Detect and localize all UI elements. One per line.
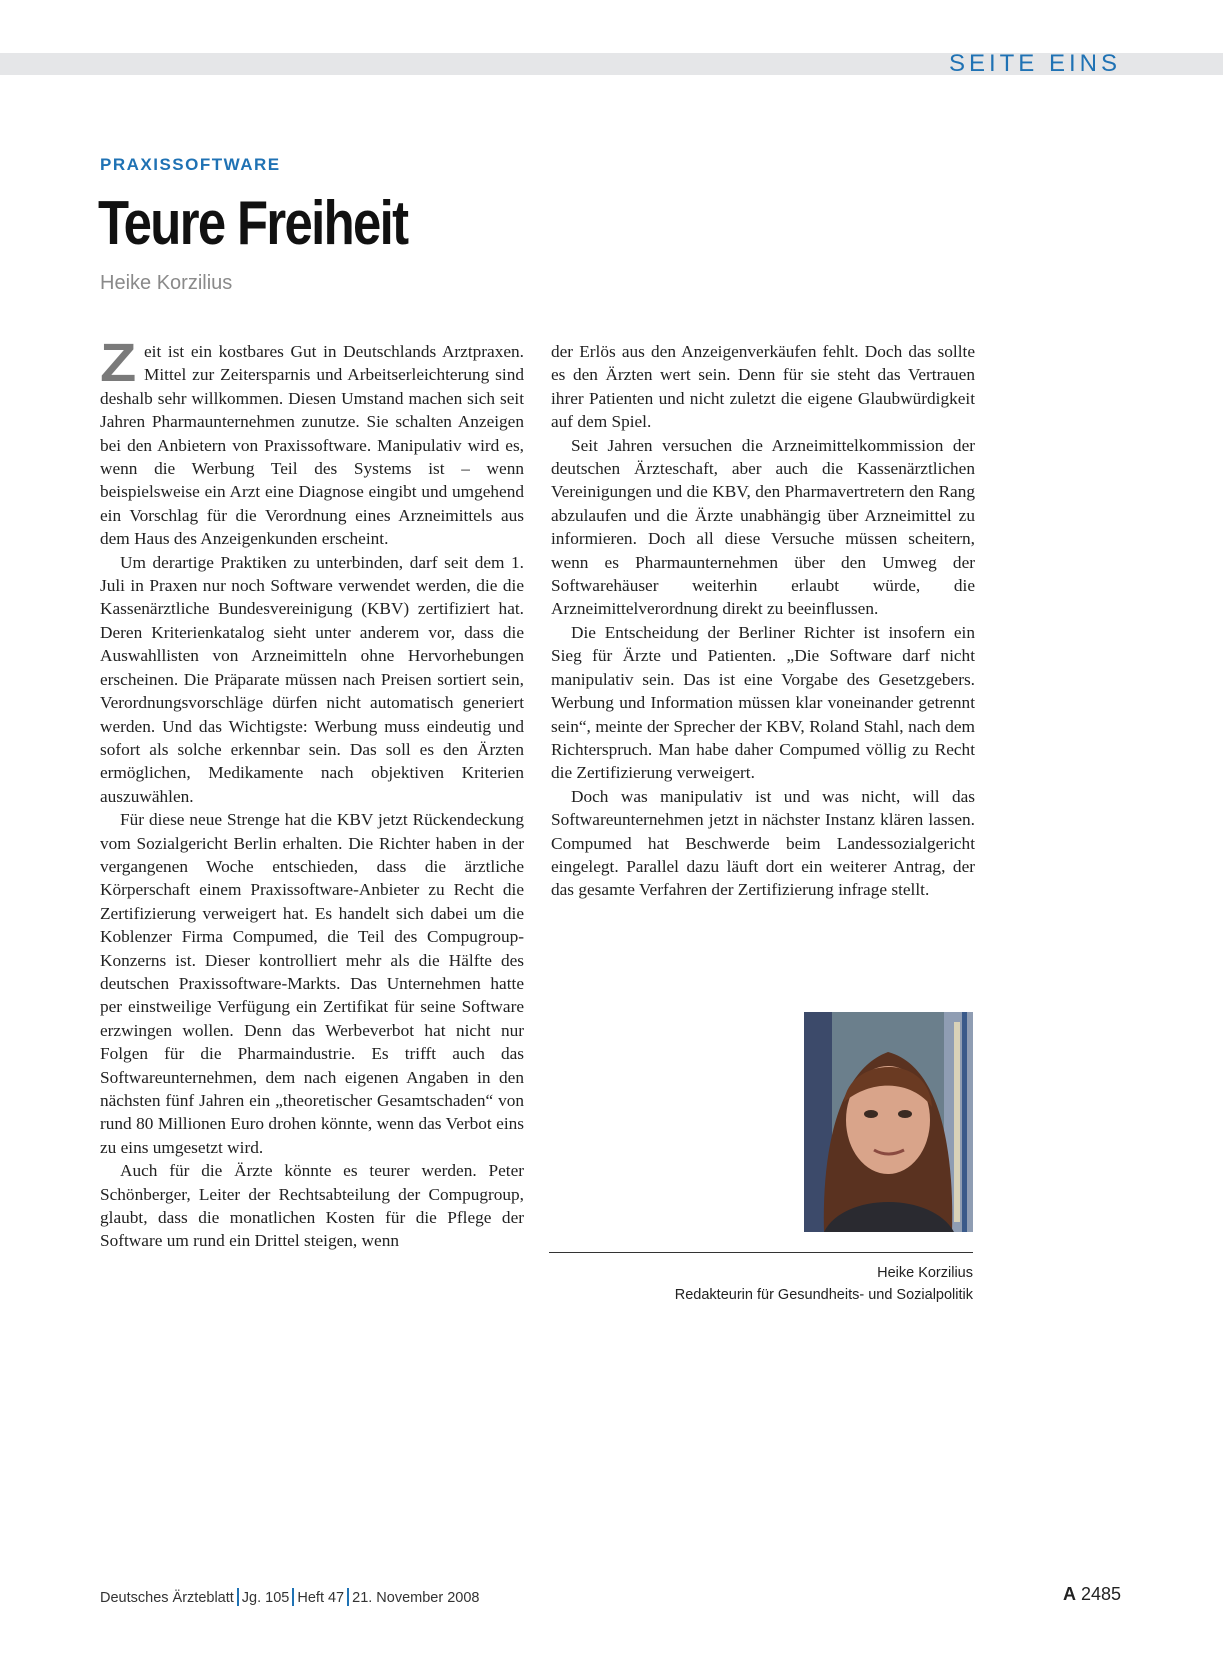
author-photo — [804, 1012, 973, 1232]
paragraph: Seit Jahren versuchen die Arzneimittelkommission der deutschen Ärzteschaft, aber auch die Kassenärztlichen Vereinigungen und die KBV, den Pharmavertretern den Rang abzulaufen und die Ärzte unabhängig über Arzneimittel zu informieren. Doch all diese Versuche müssen scheitern, wenn es Pharmaunternehmen über den Umweg der Softwarehäuser weiterhin erlaubt würde, die Arzneimittelverordnung direkt zu beeinflussen. — [551, 435, 975, 619]
issue: Heft 47 — [297, 1590, 345, 1606]
separator — [292, 1588, 294, 1606]
drop-cap: Z — [100, 333, 137, 393]
paragraph: Um derartige Praktiken zu unterbinden, darf seit dem 1. Juli in Praxen nur noch Software verwendet werden, die die Kassenärztliche Bundesvereinigung (KBV) zertifiziert hat. Deren Kriterienkatalog sieht unter anderem vor, dass die Auswahllisten von Arzneimitteln ohne Hervorhebungen erscheinen. Die Präparate müssen nach Preisen sortiert sein, Verordnungsvorschläge dürfen nicht automatisch generiert werden. Und das Wichtigste: Werbung muss eindeutig und sofort als solche erkennbar sein. Das soll es den Ärzten ermöglichen, Medikamente nach objektiven Kriterien auszuwählen. — [100, 552, 524, 806]
paragraph: Auch für die Ärzte könnte es teurer werden. Peter Schönberger, Leiter der Rechtsabteilung der Compugroup, glaubt, dass die monatlichen Kosten für die Pflege der Software um rund ein Drittel steigen, wenn — [100, 1161, 524, 1251]
separator — [347, 1588, 349, 1606]
article-column-right — [551, 340, 975, 902]
caption-role: Redakteurin für Gesundheits- und Sozialpolitik — [674, 1287, 973, 1303]
volume: Jg. 105 — [241, 1590, 290, 1606]
page-number-value: 2485 — [1080, 1584, 1121, 1604]
paragraph: Die Entscheidung der Berliner Richter ist insofern ein Sieg für Ärzte und Patienten. „Die Software darf nicht manipulativ sein. Das ist eine Vorgabe des Gesetzgebers. Werbung und Information müssen klar voneinander getrennt sein“, meinte der Sprecher der KBV, Roland Stahl, nach dem Richterspruch. Man habe daher Compumed völlig zu Recht die Zertifizierung verweigert. — [551, 622, 975, 783]
article-kicker: PRAXISSOFTWARE — [100, 155, 281, 174]
caption-name: Heike Korzilius — [877, 1265, 973, 1281]
page-prefix: A — [1062, 1584, 1076, 1604]
page-number — [1063, 1584, 1121, 1605]
article-title: Teure Freiheit — [98, 189, 408, 258]
paragraph: Doch was manipulativ ist und was nicht, will das Softwareunternehmen jetzt in nächster Instanz klären lassen. Compumed hat Beschwerde beim Landessozialgericht eingelegt. Parallel dazu läuft dort ein weiterer Antrag, der das gesamte Verfahren der Zertifizierung infrage stellt. — [551, 786, 975, 900]
photo-caption — [675, 1262, 973, 1306]
paragraph — [100, 333, 524, 551]
article-author: Heike Korzilius — [100, 272, 233, 294]
journal-name: Deutsches Ärzteblatt — [100, 1590, 234, 1606]
article-column-left — [100, 333, 524, 1253]
paragraph: der Erlös aus den Anzeigenverkäufen fehlt. Doch das sollte es den Ärzten wert sein. Denn für sie steht das Vertrauen ihrer Patienten und nicht zuletzt die eigene Glaubwürdigkeit auf dem Spiel. — [551, 342, 975, 432]
paragraph: Für diese neue Strenge hat die KBV jetzt Rückendeckung vom Sozialgericht Berlin erhalten. Die Richter haben in der vergangenen Woche entschieden, dass die ärztliche Körperschaft einem Praxissoftware-Anbieter zu Recht die Zertifizierung verweigert hat. Es handelt sich dabei um die Koblenzer Firma Compumed, die Teil des Compugroup-Konzerns ist. Dieser kontrolliert mehr als die Hälfte des deutschen Praxissoftware-Markts. Das Unternehmen hatte per einstweilige Verfügung ein Zertifikat für seine Software erzwingen wollen. Denn das Werbeverbot hat nicht nur Folgen für die Pharmaindustrie. Es trifft auch das Softwareunternehmen, dem nach eigenen Angaben in den nächsten fünf Jahren ein „theoretischer Gesamtschaden“ von rund 80 Millionen Euro drohen könnte, wenn das Verbot eins zu eins umgesetzt wird. — [100, 810, 524, 1157]
section-label: SEITE EINS — [948, 50, 1121, 77]
footer-citation — [100, 1588, 479, 1606]
separator — [237, 1588, 239, 1606]
caption-divider — [549, 1252, 973, 1253]
paragraph-text: eit ist ein kostbares Gut in Deutschlands Arztpraxen. Mittel zur Zeitersparnis und Arbeitserleichterung sind deshalb sehr willkommen. Diesen Umstand machen sich seit Jahren Pharmaunternehmen zunutze. Sie schalten Anzeigen bei den Anbietern von Praxissoftware. Manipulativ wird es, wenn die Werbung Teil des Systems ist – wenn beispielsweise ein Arzt eine Diagnose eingibt und umgehend ein Vorschlag für die Verordnung eines Arzneimittels aus dem Haus des Anzeigenkunden erscheint. — [100, 342, 524, 549]
issue-date: 21. November 2008 — [352, 1590, 480, 1606]
